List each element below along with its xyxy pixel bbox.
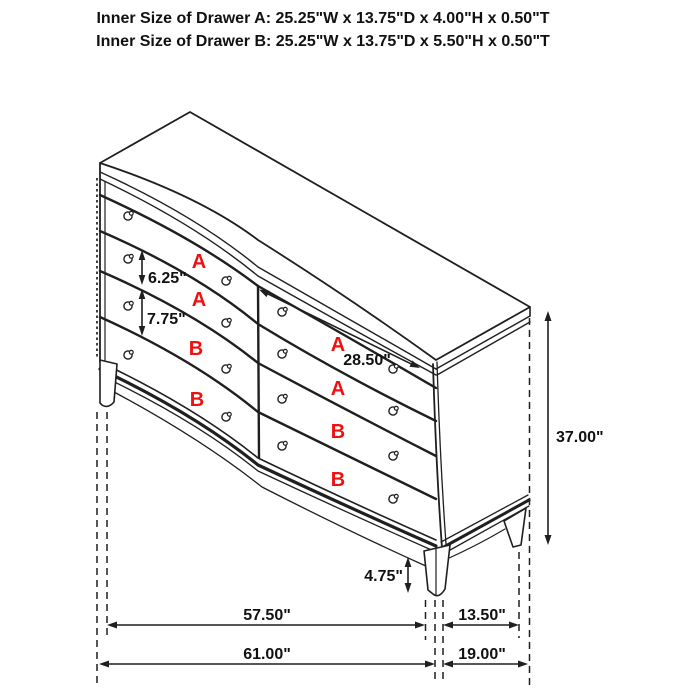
- dim-label-57-50: 57.50": [243, 607, 291, 624]
- knob-icon: [278, 349, 287, 358]
- knob-icon: [278, 307, 287, 316]
- dim-drawer-a-height: [139, 250, 187, 287]
- knob-icon: [278, 441, 287, 450]
- dresser-drawing: [97, 112, 530, 596]
- knob-icon: [222, 318, 231, 327]
- dim-label-28-50: 28.50": [343, 352, 391, 369]
- knob-icon: [389, 494, 398, 503]
- knob-icon: [222, 364, 231, 373]
- knob-icon: [124, 350, 133, 359]
- knob-icon: [278, 394, 287, 403]
- drawer-label: B: [189, 389, 205, 411]
- drawer-label: A: [330, 334, 346, 356]
- drawer-label: A: [330, 378, 346, 400]
- back-right-leg: [504, 508, 526, 547]
- front-left-leg: [100, 360, 117, 406]
- dim-label-19-00: 19.00": [458, 646, 506, 663]
- drawer-label: B: [330, 469, 346, 491]
- extension-lines: [97, 318, 530, 686]
- drawer-label: B: [330, 421, 346, 443]
- inner-size-drawer-a: Inner Size of Drawer A: 25.25"W x 13.75"D x 4.00"H x 0.50"T: [96, 10, 550, 27]
- drawer-label: B: [188, 338, 204, 360]
- dim-overall-width: [99, 646, 435, 668]
- drawer-separator: [100, 317, 436, 499]
- dim-label-6-25: 6.25": [148, 270, 187, 287]
- knob-icon: [222, 412, 231, 421]
- knob-icon: [222, 276, 231, 285]
- dim-front-width: [107, 607, 425, 629]
- dim-leg-height: [364, 557, 411, 593]
- dimension-annotations: [97, 250, 604, 686]
- drawer-label: A: [191, 251, 207, 273]
- base-molding: [100, 362, 436, 540]
- dim-label-37-00: 37.00": [556, 429, 604, 446]
- knob-icon: [124, 301, 133, 310]
- dim-label-61-00: 61.00": [243, 646, 291, 663]
- dim-side-depth: [443, 607, 519, 629]
- top-panel: [100, 112, 530, 375]
- drawer-column-divider: [258, 286, 259, 458]
- knob-icon: [389, 406, 398, 415]
- dim-overall-height: [545, 311, 604, 545]
- dim-label-7-75: 7.75": [147, 311, 186, 328]
- dim-drawer-b-height: [139, 289, 186, 336]
- knob-icon: [389, 451, 398, 460]
- dim-overall-depth: [443, 646, 528, 668]
- knob-icon: [124, 254, 133, 263]
- drawer-letter-labels: [189, 251, 345, 491]
- inner-size-drawer-b: Inner Size of Drawer B: 25.25"W x 13.75"D x 5.50"H x 0.50"T: [96, 33, 550, 50]
- dim-label-13-50: 13.50": [458, 607, 506, 624]
- front-right-leg: [424, 545, 450, 596]
- knob-icon: [124, 211, 133, 220]
- drawer-label: A: [191, 289, 207, 311]
- dim-label-4-75: 4.75": [364, 568, 403, 585]
